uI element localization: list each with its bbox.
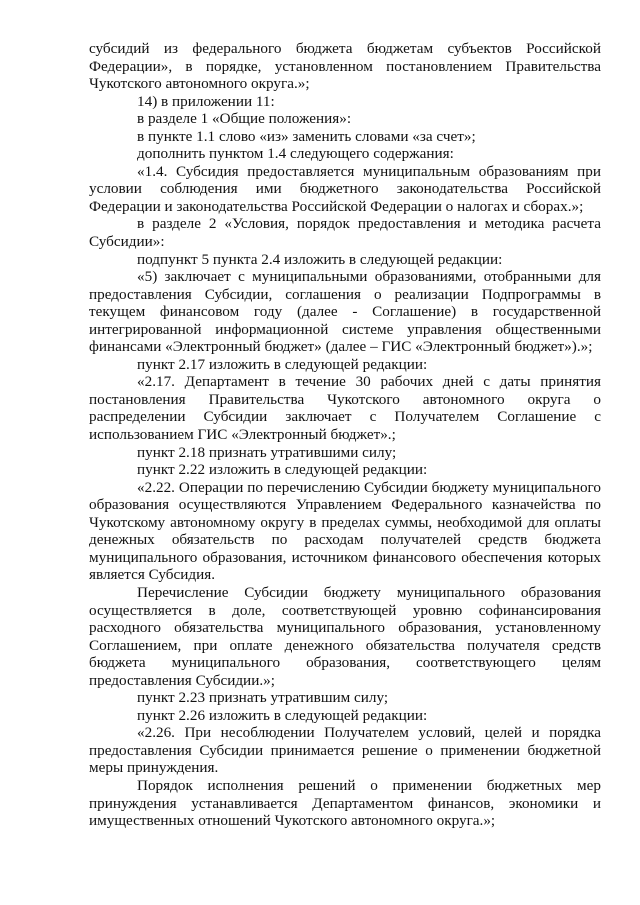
document-body xyxy=(89,40,601,830)
paragraph: подпункт 5 пункта 2.4 изложить в следующей редакции: xyxy=(137,250,503,268)
paragraph: пункт 2.22 изложить в следующей редакции: xyxy=(137,461,428,479)
paragraph: «5) заключает с муниципальными образованиями, отобранными для предоставления Субсидии, соглашения о реализации Подпрограммы в текущем финансовом году (далее - Соглашение) в государственной интегрированной информационной системе управления общественными финансами «Электронный бюджет» (далее – ГИС «Электронный бюджет»).»; xyxy=(89,268,601,356)
paragraph: пункт 2.18 признать утратившими силу; xyxy=(137,443,397,461)
paragraph: «2.22. Операции по перечислению Субсидии бюджету муниципального образования осуществляются Управлением Федерального казначейства по Чукотскому автономному округу в пределах суммы, необходимой для оплаты денежных обязательств по расходам получателей средств бюджета муниципального образования, источником финансового обеспечения которых является Субсидия. xyxy=(89,478,601,584)
paragraph: дополнить пунктом 1.4 следующего содержания: xyxy=(137,145,454,163)
paragraph: пункт 2.23 признать утратившим силу; xyxy=(137,689,389,707)
paragraph: субсидий из федерального бюджета бюджетам субъектов Российской Федерации», в порядке, установленном постановлением Правительства Чукотского автономного округа.»; xyxy=(89,40,601,93)
paragraph: в разделе 2 «Условия, порядок предоставления и методика расчета Субсидии»: xyxy=(89,215,601,251)
paragraph: «2.17. Департамент в течение 30 рабочих дней с даты принятия постановления Правительства Чукотского автономного округа о распределении Субсидии заключает с Получателем Соглашение с использованием ГИС «Электронный бюджет».; xyxy=(89,373,601,444)
paragraph: в пункте 1.1 слово «из» заменить словами «за счет»; xyxy=(137,127,476,145)
paragraph: Порядок исполнения решений о применении бюджетных мер принуждения устанавливается Департаментом финансов, экономики и имущественных отношений Чукотского автономного округа.»; xyxy=(89,776,601,830)
paragraph: Перечисление Субсидии бюджету муниципального образования осуществляется в доле, соответствующей уровню софинансирования расходного обязательства муниципального образования, установленному Соглашением, при оплате денежного обязательства получателя средств бюджета муниципального образования, соответствующего целям предоставления Субсидии.»; xyxy=(89,583,601,689)
paragraph: пункт 2.26 изложить в следующей редакции: xyxy=(137,706,428,724)
paragraph: «2.26. При несоблюдении Получателем условий, целей и порядка предоставления Субсидии принимается решение о применении бюджетной меры принуждения. xyxy=(89,724,601,777)
paragraph: пункт 2.17 изложить в следующей редакции: xyxy=(137,355,428,373)
paragraph: 14) в приложении 11: xyxy=(137,92,275,110)
paragraph: «1.4. Субсидия предоставляется муниципальным образованиям при условии соблюдения ими бюджетного законодательства Российской Федерации и законодательства Российской Федерации о налогах и сборах.»; xyxy=(89,162,601,215)
paragraph: в разделе 1 «Общие положения»: xyxy=(137,110,352,128)
